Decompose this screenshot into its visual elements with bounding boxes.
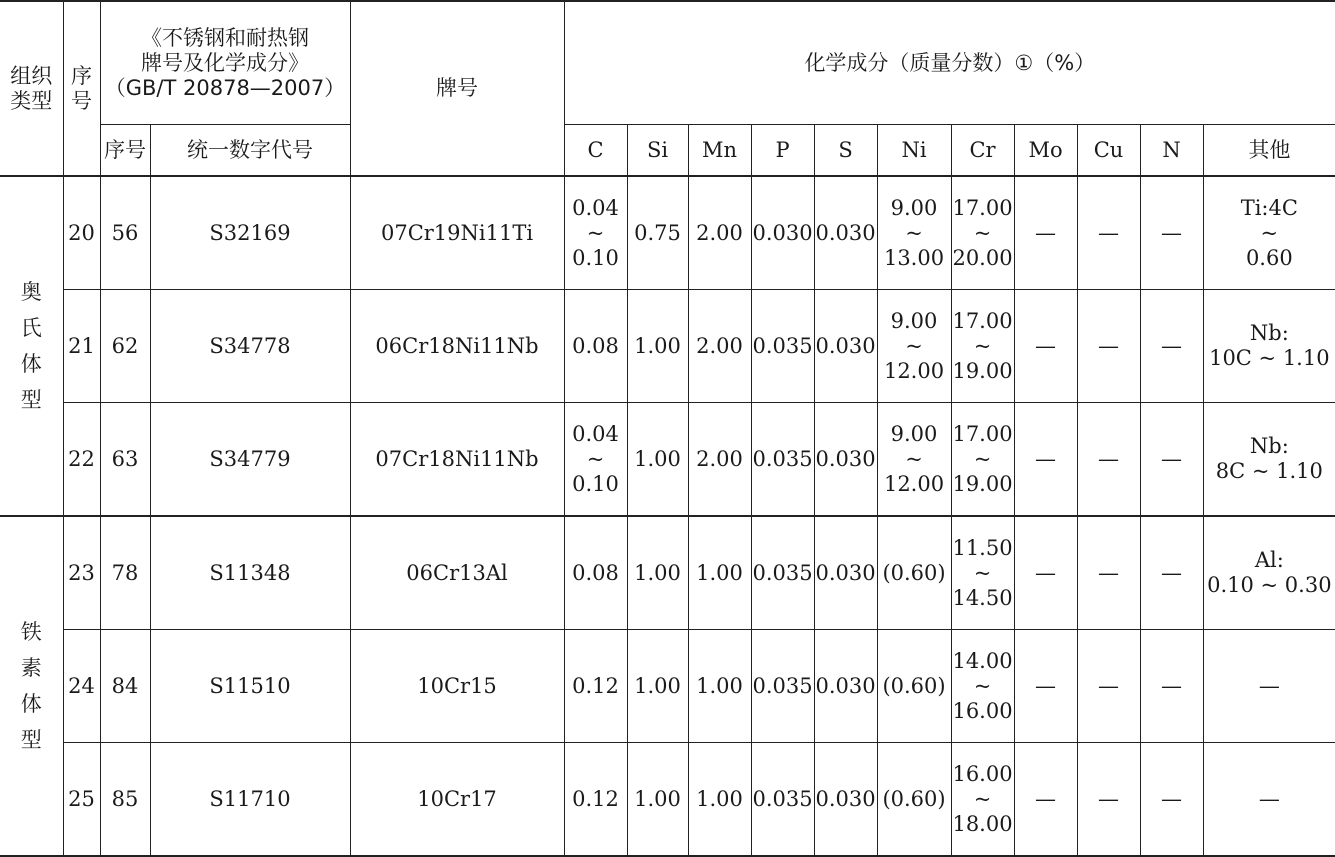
cell-gb-seq: 85 bbox=[100, 743, 150, 857]
cell-gb-seq: 84 bbox=[100, 630, 150, 743]
header-element: Cr bbox=[951, 125, 1014, 177]
header-element: Mo bbox=[1014, 125, 1077, 177]
cell-other-line: Al: bbox=[1254, 548, 1284, 572]
cell-mo: — bbox=[1014, 176, 1077, 290]
cell-ni-line: (0.60) bbox=[882, 673, 946, 698]
cell-cr-line: 17.00 bbox=[952, 308, 1013, 333]
cell-ni bbox=[877, 176, 951, 290]
cell-ni-line: 9.00 bbox=[890, 308, 938, 333]
cell-cr bbox=[951, 630, 1014, 743]
cell-c-line: 0.08 bbox=[572, 560, 619, 585]
cell-cu: — bbox=[1077, 290, 1140, 403]
header-gb-line: 《不锈钢和耐热钢 bbox=[141, 25, 309, 50]
cell-cr-line: ~ bbox=[973, 786, 992, 811]
cell-gb-seq: 78 bbox=[100, 516, 150, 630]
table-row bbox=[0, 743, 1335, 857]
cell-cu: — bbox=[1077, 743, 1140, 857]
cell-cr-line: 20.00 bbox=[952, 245, 1013, 270]
cell-ni-line: (0.60) bbox=[882, 786, 946, 811]
cell-p: 0.030 bbox=[751, 176, 814, 290]
cell-mn: 1.00 bbox=[688, 516, 751, 630]
group-label-line: 氏 bbox=[20, 316, 42, 340]
cell-gb-seq: 63 bbox=[100, 403, 150, 517]
cell-p: 0.035 bbox=[751, 743, 814, 857]
cell-mn: 1.00 bbox=[688, 630, 751, 743]
cell-c bbox=[564, 176, 627, 290]
cell-n: — bbox=[1140, 516, 1203, 630]
header-gb-standard bbox=[100, 1, 350, 125]
cell-seq: 23 bbox=[63, 516, 100, 630]
cell-other-line: 0.10 ~ 0.30 bbox=[1207, 573, 1332, 597]
cell-other-line: 8C ~ 1.10 bbox=[1215, 459, 1323, 483]
cell-mo: — bbox=[1014, 516, 1077, 630]
header-gb-line: （GB/T 20878—2007） bbox=[104, 75, 346, 100]
cell-si: 1.00 bbox=[627, 743, 688, 857]
cell-c bbox=[564, 743, 627, 857]
cell-n: — bbox=[1140, 176, 1203, 290]
cell-cr-line: 19.00 bbox=[952, 471, 1013, 496]
cell-mn: 2.00 bbox=[688, 403, 751, 517]
cell-cr-line: 14.00 bbox=[952, 648, 1013, 673]
cell-si: 1.00 bbox=[627, 630, 688, 743]
header-type-line: 类型 bbox=[10, 88, 53, 113]
cell-c-line: 0.04 bbox=[572, 195, 619, 220]
cell-seq: 21 bbox=[63, 290, 100, 403]
cell-c bbox=[564, 403, 627, 517]
header-element: Ni bbox=[877, 125, 951, 177]
cell-cr-line: 14.50 bbox=[952, 585, 1013, 610]
table-row bbox=[0, 290, 1335, 403]
cell-cu: — bbox=[1077, 516, 1140, 630]
cell-cr-line: 17.00 bbox=[952, 421, 1013, 446]
cell-code: S11510 bbox=[150, 630, 350, 743]
group-label-line: 铁 bbox=[20, 620, 42, 644]
cell-other-line: 10C ~ 1.10 bbox=[1209, 346, 1330, 370]
cell-ni-line: 12.00 bbox=[883, 471, 945, 496]
cell-cr-line: 16.00 bbox=[952, 761, 1013, 786]
cell-seq: 22 bbox=[63, 403, 100, 517]
header-element: N bbox=[1140, 125, 1203, 177]
cell-ni-line: 9.00 bbox=[890, 421, 938, 446]
cell-other bbox=[1203, 290, 1335, 403]
cell-cr-line: ~ bbox=[973, 220, 992, 245]
header-element: S bbox=[814, 125, 877, 177]
group-label-line: 型 bbox=[20, 728, 42, 752]
cell-cu: — bbox=[1077, 630, 1140, 743]
cell-cr-line: 11.50 bbox=[952, 535, 1013, 560]
header-seq-line: 序 bbox=[71, 63, 92, 88]
cell-other-line: Nb: bbox=[1249, 434, 1289, 458]
cell-ni-line: 12.00 bbox=[883, 358, 945, 383]
cell-s: 0.030 bbox=[814, 403, 877, 517]
cell-grade: 06Cr13Al bbox=[350, 516, 564, 630]
cell-cr-line: 19.00 bbox=[952, 358, 1013, 383]
cell-cr bbox=[951, 176, 1014, 290]
cell-ni bbox=[877, 630, 951, 743]
cell-other bbox=[1203, 176, 1335, 290]
table-row bbox=[0, 403, 1335, 517]
cell-other-line: Nb: bbox=[1249, 321, 1289, 345]
group-label-line: 体 bbox=[20, 692, 42, 716]
header-element: Mn bbox=[688, 125, 751, 177]
cell-code: S34779 bbox=[150, 403, 350, 517]
cell-other-line: — bbox=[1258, 673, 1280, 698]
cell-cr-line: 18.00 bbox=[952, 811, 1013, 836]
cell-cr bbox=[951, 743, 1014, 857]
cell-other-line: ~ bbox=[1260, 220, 1279, 245]
cell-c-line: ~ bbox=[586, 446, 605, 471]
cell-gb-seq: 56 bbox=[100, 176, 150, 290]
cell-cr bbox=[951, 516, 1014, 630]
cell-c bbox=[564, 630, 627, 743]
cell-s: 0.030 bbox=[814, 516, 877, 630]
cell-s: 0.030 bbox=[814, 630, 877, 743]
cell-ni-line: 9.00 bbox=[890, 195, 938, 220]
cell-other-line: Ti:4C bbox=[1240, 195, 1298, 220]
cell-mo: — bbox=[1014, 630, 1077, 743]
group-label bbox=[0, 516, 63, 856]
cell-seq: 25 bbox=[63, 743, 100, 857]
cell-other bbox=[1203, 743, 1335, 857]
header-row-2 bbox=[0, 125, 1335, 177]
cell-seq: 24 bbox=[63, 630, 100, 743]
cell-mn: 2.00 bbox=[688, 176, 751, 290]
cell-mn: 2.00 bbox=[688, 290, 751, 403]
cell-seq: 20 bbox=[63, 176, 100, 290]
cell-ni-line: 13.00 bbox=[883, 245, 945, 270]
header-element: P bbox=[751, 125, 814, 177]
cell-n: — bbox=[1140, 403, 1203, 517]
cell-grade: 10Cr17 bbox=[350, 743, 564, 857]
cell-ni-line: ~ bbox=[905, 220, 923, 245]
cell-c-line: 0.12 bbox=[572, 673, 619, 698]
cell-grade: 07Cr18Ni11Nb bbox=[350, 403, 564, 517]
cell-n: — bbox=[1140, 630, 1203, 743]
cell-code: S11348 bbox=[150, 516, 350, 630]
group-label-line: 素 bbox=[20, 656, 42, 680]
table-row bbox=[0, 630, 1335, 743]
cell-c-line: 0.04 bbox=[572, 421, 619, 446]
cell-c bbox=[564, 290, 627, 403]
group-label-line: 奥 bbox=[20, 280, 42, 304]
cell-cr-line: ~ bbox=[973, 560, 992, 585]
header-element: Si bbox=[627, 125, 688, 177]
cell-si: 1.00 bbox=[627, 290, 688, 403]
cell-mo: — bbox=[1014, 290, 1077, 403]
cell-ni-line: (0.60) bbox=[882, 560, 946, 585]
cell-other bbox=[1203, 630, 1335, 743]
cell-si: 1.00 bbox=[627, 516, 688, 630]
cell-s: 0.030 bbox=[814, 743, 877, 857]
table-row bbox=[0, 176, 1335, 290]
cell-code: S11710 bbox=[150, 743, 350, 857]
header-row-1 bbox=[0, 1, 1335, 125]
header-type-line: 组织 bbox=[10, 63, 53, 88]
header-seq bbox=[63, 1, 100, 176]
group-label bbox=[0, 176, 63, 516]
cell-grade: 06Cr18Ni11Nb bbox=[350, 290, 564, 403]
cell-p: 0.035 bbox=[751, 630, 814, 743]
cell-c-line: 0.12 bbox=[572, 786, 619, 811]
cell-p: 0.035 bbox=[751, 290, 814, 403]
cell-p: 0.035 bbox=[751, 403, 814, 517]
cell-mo: — bbox=[1014, 743, 1077, 857]
header-gb-seq: 序号 bbox=[100, 125, 150, 177]
cell-p: 0.035 bbox=[751, 516, 814, 630]
cell-cu: — bbox=[1077, 403, 1140, 517]
cell-c-line: ~ bbox=[586, 220, 605, 245]
cell-s: 0.030 bbox=[814, 176, 877, 290]
cell-ni bbox=[877, 743, 951, 857]
header-type bbox=[0, 1, 63, 176]
cell-ni bbox=[877, 290, 951, 403]
header-gb-code: 统一数字代号 bbox=[150, 125, 350, 177]
cell-code: S32169 bbox=[150, 176, 350, 290]
cell-n: — bbox=[1140, 290, 1203, 403]
cell-mo: — bbox=[1014, 403, 1077, 517]
cell-cr-line: ~ bbox=[973, 446, 992, 471]
header-element: Cu bbox=[1077, 125, 1140, 177]
cell-n: — bbox=[1140, 743, 1203, 857]
cell-mn: 1.00 bbox=[688, 743, 751, 857]
cell-cr bbox=[951, 290, 1014, 403]
header-gb-line: 牌号及化学成分》 bbox=[141, 50, 309, 75]
cell-ni bbox=[877, 516, 951, 630]
group-label-line: 体 bbox=[20, 352, 42, 376]
cell-ni-line: ~ bbox=[905, 333, 923, 358]
cell-other-line: 0.60 bbox=[1245, 245, 1293, 270]
cell-c-line: 0.10 bbox=[572, 471, 619, 496]
cell-cr-line: 16.00 bbox=[952, 698, 1013, 723]
cell-grade: 10Cr15 bbox=[350, 630, 564, 743]
cell-ni bbox=[877, 403, 951, 517]
cell-other bbox=[1203, 403, 1335, 517]
cell-si: 1.00 bbox=[627, 403, 688, 517]
cell-cr-line: 17.00 bbox=[952, 195, 1013, 220]
cell-code: S34778 bbox=[150, 290, 350, 403]
cell-gb-seq: 62 bbox=[100, 290, 150, 403]
table-row bbox=[0, 516, 1335, 630]
header-seq-line: 号 bbox=[71, 88, 92, 113]
cell-c-line: 0.08 bbox=[572, 333, 619, 358]
header-chem: 化学成分（质量分数）①（%） bbox=[564, 1, 1335, 125]
cell-ni-line: ~ bbox=[905, 446, 923, 471]
cell-cr bbox=[951, 403, 1014, 517]
header-grade: 牌号 bbox=[350, 1, 564, 176]
cell-cu: — bbox=[1077, 176, 1140, 290]
cell-cr-line: ~ bbox=[973, 673, 992, 698]
cell-s: 0.030 bbox=[814, 290, 877, 403]
cell-other-line: — bbox=[1258, 786, 1280, 811]
cell-c-line: 0.10 bbox=[572, 245, 619, 270]
header-element: 其他 bbox=[1203, 125, 1335, 177]
cell-si: 0.75 bbox=[627, 176, 688, 290]
group-label-line: 型 bbox=[20, 388, 42, 412]
cell-grade: 07Cr19Ni11Ti bbox=[350, 176, 564, 290]
cell-other bbox=[1203, 516, 1335, 630]
header-element: C bbox=[564, 125, 627, 177]
cell-c bbox=[564, 516, 627, 630]
cell-cr-line: ~ bbox=[973, 333, 992, 358]
